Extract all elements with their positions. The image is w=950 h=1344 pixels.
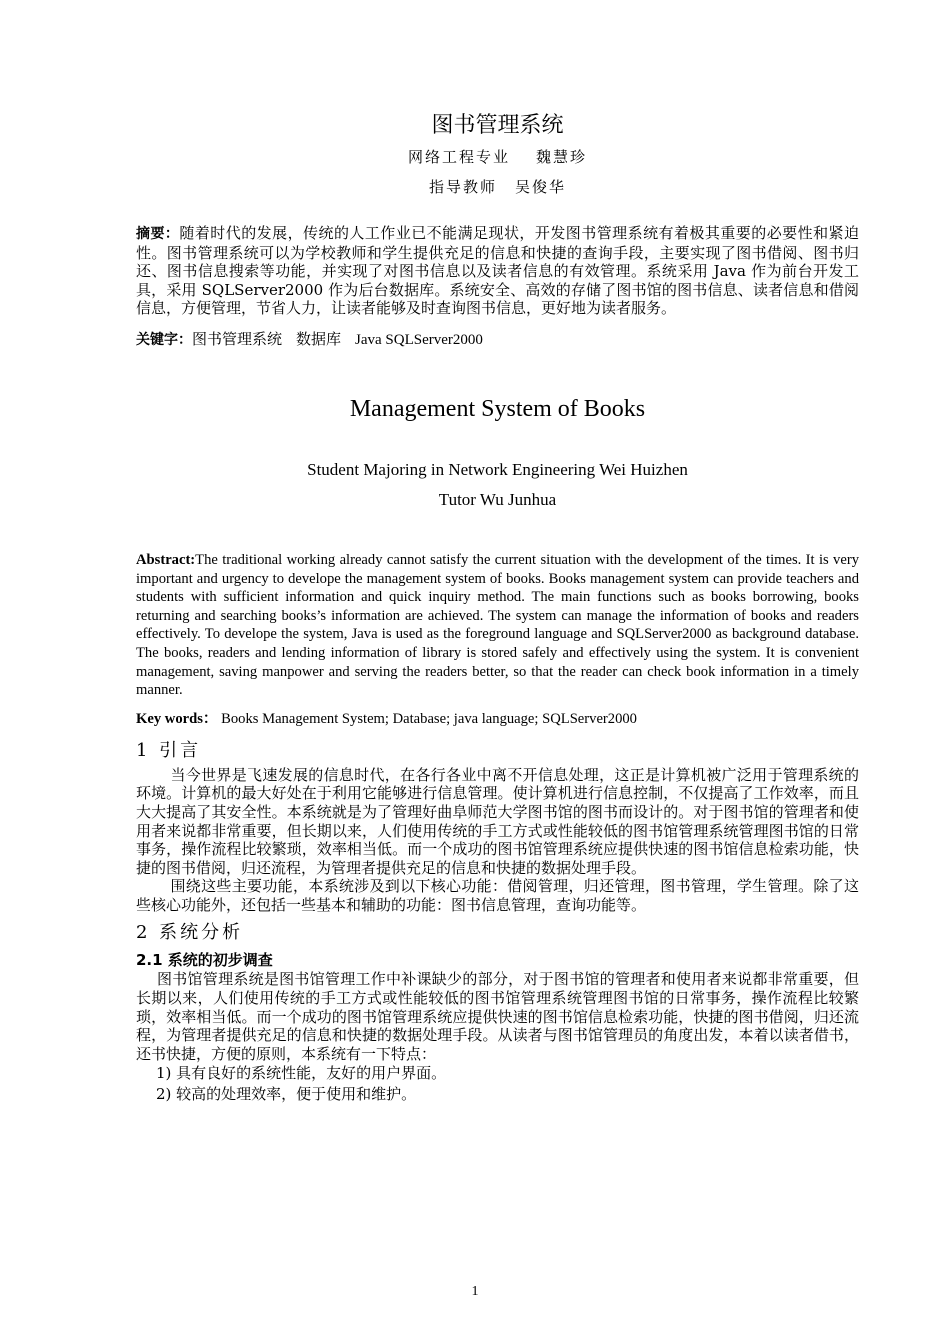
cn-abstract xyxy=(136,224,859,318)
list-item: 2) 较高的处理效率，便于使用和维护。 xyxy=(156,1085,417,1104)
section-1-heading: 1 引言 xyxy=(136,739,202,761)
en-student-line: Student Majoring in Network Engineering Wei Huizhen xyxy=(307,459,688,479)
page-number: 1 xyxy=(471,1284,479,1299)
cn-author-line xyxy=(136,142,859,172)
list-item: 1) 具有良好的系统性能，友好的用户界面。 xyxy=(156,1064,447,1083)
paper-page xyxy=(136,110,859,1105)
section-2-heading: 2 系统分析 xyxy=(136,922,244,944)
cn-tutor: 吴俊华 xyxy=(515,178,567,196)
section-1-paragraph: 当今世界是飞速发展的信息时代，在各行各业中离不开信息处理，这正是计算机被广泛用于管理系统的环境。计算机的最大好处在于利用它能够进行信息管理。使计算机进行信息控制，不仅提高了工作效率，而且大大提高了其安全性。本系统就是为了管理好曲阜师范大学图书馆的图书而设计的。对于图书馆的管理者和使用者来说都非常重要，但长期以来，人们使用传统的手工方式或性能较低的图书馆管理系统管理图书馆的日常事务，操作流程比较繁琐，效率相当低。而一个成功的图书馆管理系统应提供快速的图书馆信息检索功能，快捷的图书借阅，归还流程，为管理者提供充足的信息和快捷的数据处理手段。 xyxy=(136,765,859,877)
cn-abstract-label: 摘要： xyxy=(136,226,180,242)
section-2-1-paragraph: 图书馆管理系统是图书馆管理工作中补课缺少的部分，对于图书馆的管理者和使用者来说都非常重要，但长期以来，人们使用传统的手工方式或性能较低的图书馆管理系统管理图书馆的日常事务，操作流程比较繁琐，效率相当低。而一个成功的图书馆管理系统应提供快速的图书馆信息检索功能，快捷的图书借阅，归还流程，为管理者提供充足的信息和快捷的数据处理手段。从读者与图书馆管理员的角度出发，本着以读者借书，还书快捷，方便的原则，本系统有一下特点： xyxy=(136,970,859,1063)
en-abstract xyxy=(136,551,859,700)
cn-tutor-line xyxy=(136,172,859,202)
cn-header xyxy=(136,110,859,202)
cn-major: 网络工程专业 xyxy=(407,148,510,166)
cn-tutor-label: 指导教师 xyxy=(428,178,497,196)
en-abstract-text: The traditional working already cannot satisfy the current situation with the development of the times. It is very important and urgency to develope the management system of books. Books management system can provide teachers and students with sufficient information and quick inquiry method. The main functions such as books borrowing, books returning and searching books’s information are achieved. The system can manage the information of books and readers effectively. To develope the system, Java is used as the foreground language and SQLServer2000 as background database. The books, readers and lending information of library is stored safely and effectively using the system. It is convenient management, saving manpower and serving the readers better, so that the reader can check book information in a timely manner. xyxy=(136,551,859,699)
en-title: Management System of Books xyxy=(349,395,646,422)
cn-author: 魏慧珍 xyxy=(536,148,588,166)
cn-abstract-text: 随着时代的发展，传统的人工作业已不能满足现状，开发图书管理系统有着极其重要的必要性和紧迫性。图书管理系统可以为学校教师和学生提供充足的信息和快捷的查询手段，主要实现了图书借阅、图书归还、图书信息搜索等功能，并实现了对图书信息以及读者信息的有效管理。系统采用 Java 作为前台开发工具，采用 SQLServer2000 作为后台数据库。系统安全、高效的存储了图书馆的图书信息、读者信息和借阅信息，方便管理，节省人力，让读者能够及时查询图书信息，更好地为读者服务。 xyxy=(136,224,859,318)
cn-keyword: Java SQLServer2000 xyxy=(355,331,483,348)
en-keywords-text: Books Management System; Database; java language; SQLServer2000 xyxy=(221,710,637,727)
en-tutor-line: Tutor Wu Junhua xyxy=(438,489,557,509)
cn-keywords xyxy=(136,328,859,351)
cn-keywords-label: 关键字： xyxy=(136,331,192,348)
section-2-1-heading: 2.1 系统的初步调查 xyxy=(136,951,273,970)
cn-keyword: 图书管理系统 xyxy=(192,329,283,348)
cn-keyword: 数据库 xyxy=(296,329,342,348)
en-abstract-label: Abstract: xyxy=(136,551,196,568)
en-keywords xyxy=(136,708,859,730)
section-1-paragraph: 围绕这些主要功能，本系统涉及到以下核心功能：借阅管理，归还管理，图书管理，学生管理。除了这些核心功能外，还包括一些基本和辅助的功能：图书信息管理，查询功能等。 xyxy=(136,877,859,914)
en-keywords-label: Key words： xyxy=(136,710,218,727)
cn-title: 图书管理系统 xyxy=(431,113,564,138)
